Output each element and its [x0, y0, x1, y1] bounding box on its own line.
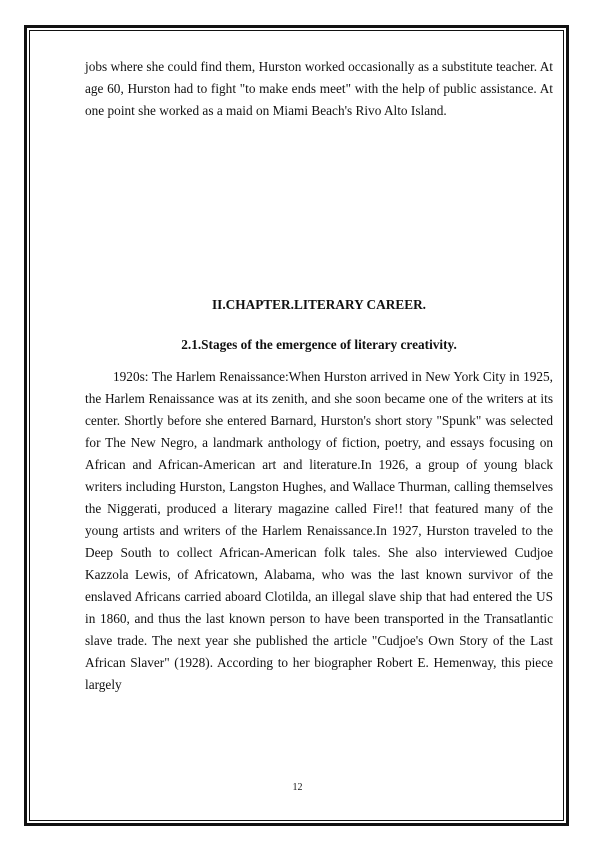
section-title: 2.1.Stages of the emergence of literary creativity. — [181, 337, 457, 352]
document-body — [85, 56, 553, 696]
page-number: 12 — [292, 782, 303, 793]
blank-space — [85, 122, 553, 294]
chapter-title: II.CHAPTER.LITERARY CAREER. — [211, 297, 427, 312]
body-paragraph: 1920s: The Harlem Renaissance:When Hurston arrived in New York City in 1925, the Harlem Renaissance was at its zenith, and she soon became one of the writers at its center. Shortly before she entered Barnard, Hurston's short story "Spunk" was selected for The New Negro, a landmark anthology of fiction, poetry, and essays focusing on African and African-American art and literature.In 1926, a group of young black writers including Hurston, Langston Hughes, and Wallace Thurman, calling themselves the Niggerati, produced a literary magazine called Fire!! that featured many of the young artists and writers of the Harlem Renaissance.In 1927, Hurston traveled to the Deep South to collect African-American folk tales. She also interviewed Cudjoe Kazzola Lewis, of Africatown, Alabama, who was the last known survivor of the enslaved Africans carried aboard Clotilda, an illegal slave ship that had entered the US in 1860, and thus the last known person to have been transported in the Transatlantic slave trade. The next year she published the article "Cudjoe's Own Story of the Last African Slaver" (1928). According to her biographer Robert E. Hemenway, this piece largely — [85, 369, 553, 692]
top-paragraph: jobs where she could find them, Hurston worked occasionally as a substitute teacher. At age 60, Hurston had to fight "to make ends meet" with the help of public assistance. At one point she worked as a maid on Miami Beach's Rivo Alto Island. — [85, 59, 553, 118]
